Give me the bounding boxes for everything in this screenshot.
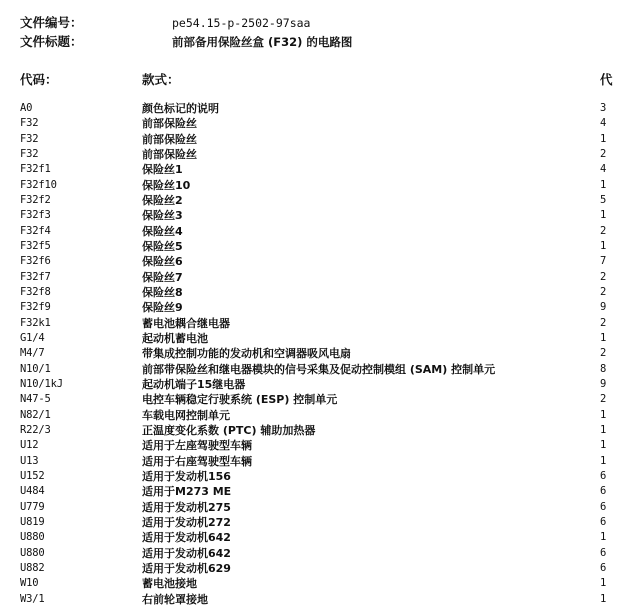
component-third-column: 2 (600, 285, 607, 298)
table-row (20, 208, 620, 223)
component-code: U13 (20, 454, 39, 467)
component-code: N10/1kJ (20, 377, 63, 390)
component-code: U484 (20, 485, 45, 498)
component-third-column: 1 (600, 439, 607, 452)
component-description: 适用于发动机642 (142, 546, 231, 560)
component-description: 前部保险丝 (142, 147, 197, 161)
component-description: 保险丝9 (142, 301, 183, 315)
header-third: 代 (600, 72, 613, 87)
component-code: F32f8 (20, 285, 51, 298)
component-description: 保险丝4 (142, 224, 183, 238)
component-code: W3/1 (20, 592, 45, 605)
component-description: 起动机端子15继电器 (142, 377, 246, 391)
table-row (20, 101, 620, 116)
table-row (20, 530, 620, 545)
component-third-column: 1 (600, 454, 607, 467)
header-model: 款式： (142, 72, 180, 87)
component-code: F32 (20, 147, 39, 160)
component-description: 颜色标记的说明 (142, 102, 219, 115)
component-third-column: 1 (600, 331, 607, 344)
component-description: 保险丝5 (142, 239, 183, 253)
component-description: 电控车辆稳定行驶系统 (ESP) 控制单元 (142, 393, 338, 407)
table-row (20, 362, 620, 377)
component-code: F32f9 (20, 301, 51, 314)
table-row (20, 392, 620, 407)
component-third-column: 9 (600, 301, 607, 314)
table-row (20, 546, 620, 561)
component-code: A0 (20, 102, 33, 114)
component-third-column: 6 (600, 546, 607, 559)
component-description: 车载电网控制单元 (142, 408, 230, 422)
table-row (20, 270, 620, 285)
table-row (20, 316, 620, 331)
component-third-column: 1 (600, 592, 607, 605)
component-third-column: 1 (600, 209, 607, 222)
component-description: 起动机蓄电池 (142, 331, 208, 345)
component-description: 适用于发动机642 (142, 531, 231, 545)
component-code: F32f10 (20, 178, 57, 191)
component-third-column: 1 (600, 531, 607, 544)
component-description: 保险丝3 (142, 209, 183, 223)
table-row (20, 484, 620, 499)
component-third-column: 4 (600, 117, 607, 130)
table-row (20, 592, 620, 607)
component-third-column: 1 (600, 408, 607, 421)
component-description: 蓄电池耦合继电器 (142, 316, 230, 330)
component-code: U880 (20, 546, 45, 559)
component-code: F32 (20, 117, 39, 130)
header-code: 代码： (20, 72, 58, 87)
component-code: F32k1 (20, 316, 51, 329)
table-row (20, 469, 620, 484)
component-third-column: 1 (600, 178, 607, 191)
component-description: 适用于发动机629 (142, 561, 231, 575)
document-number-label: 文件编号： (20, 15, 83, 30)
component-code: F32f6 (20, 255, 51, 268)
component-third-column: 5 (600, 193, 607, 206)
table-row (20, 500, 620, 515)
component-code: F32f1 (20, 163, 51, 176)
table-row (20, 454, 620, 469)
component-description: 保险丝10 (142, 178, 191, 192)
document-title-value: 前部备用保险丝盒 (F32) 的电路图 (172, 35, 353, 49)
component-description: 带集成控制功能的发动机和空调器吸风电扇 (142, 347, 351, 361)
component-third-column: 2 (600, 270, 607, 283)
component-third-column: 6 (600, 515, 607, 528)
table-row (20, 576, 620, 591)
table-row (20, 116, 620, 131)
table-row (20, 300, 620, 315)
component-code: U12 (20, 439, 39, 452)
component-description: 适用于发动机156 (142, 469, 231, 483)
component-code: G1/4 (20, 331, 45, 344)
component-code: F32f2 (20, 193, 51, 206)
component-description: 蓄电池接地 (142, 577, 197, 591)
component-third-column: 2 (600, 347, 607, 360)
component-description: 右前轮罩接地 (142, 592, 208, 606)
component-code: U882 (20, 561, 45, 574)
component-description: 适用于右座驾驶型车辆 (142, 454, 252, 468)
component-code: F32 (20, 132, 39, 145)
component-third-column: 8 (600, 362, 607, 375)
component-code: U152 (20, 469, 45, 482)
component-description: 适用于M273 ME (142, 485, 232, 499)
component-description: 正温度变化系数 (PTC) 辅助加热器 (142, 423, 316, 437)
component-code: U779 (20, 500, 45, 513)
component-description: 保险丝7 (142, 270, 183, 284)
component-third-column: 2 (600, 224, 607, 237)
table-row (20, 224, 620, 239)
component-code: F32f7 (20, 270, 51, 283)
component-third-column: 2 (600, 147, 607, 160)
table-row (20, 438, 620, 453)
component-third-column: 4 (600, 163, 607, 176)
table-row (20, 193, 620, 208)
table-row (20, 285, 620, 300)
component-table (20, 101, 620, 607)
component-description: 保险丝8 (142, 285, 183, 299)
component-description: 前部保险丝 (142, 117, 197, 131)
table-row (20, 423, 620, 438)
component-code: W10 (20, 577, 39, 590)
table-row (20, 162, 620, 177)
component-third-column: 1 (600, 423, 607, 436)
component-third-column: 9 (600, 377, 607, 390)
component-third-column: 7 (600, 255, 607, 268)
component-code: F32f4 (20, 224, 51, 237)
component-code: U880 (20, 531, 45, 544)
component-third-column: 6 (600, 485, 607, 498)
document-title-label: 文件标题： (20, 34, 83, 49)
table-row (20, 132, 620, 147)
component-code: U819 (20, 515, 45, 528)
component-third-column: 6 (600, 561, 607, 574)
component-description: 前部保险丝 (142, 132, 197, 146)
component-code: F32f3 (20, 209, 51, 222)
table-row (20, 561, 620, 576)
component-third-column: 6 (600, 500, 607, 513)
component-code: N82/1 (20, 408, 51, 421)
table-row (20, 408, 620, 423)
component-third-column: 1 (600, 132, 607, 145)
document-number-value: pe54.15-p-2502-97saa (172, 16, 311, 30)
component-code: N10/1 (20, 362, 51, 375)
component-description: 保险丝1 (142, 163, 183, 177)
component-third-column: 3 (600, 102, 607, 114)
table-row (20, 147, 620, 162)
component-code: N47-5 (20, 393, 51, 406)
table-row (20, 346, 620, 361)
component-code: M4/7 (20, 347, 45, 360)
component-third-column: 2 (600, 316, 607, 329)
component-third-column: 1 (600, 577, 607, 590)
component-third-column: 1 (600, 239, 607, 252)
component-description: 保险丝6 (142, 255, 183, 269)
table-row (20, 515, 620, 530)
component-third-column: 6 (600, 469, 607, 482)
table-row (20, 331, 620, 346)
table-row (20, 239, 620, 254)
component-third-column: 2 (600, 393, 607, 406)
table-header (20, 71, 620, 89)
component-description: 适用于左座驾驶型车辆 (142, 439, 252, 453)
table-row (20, 377, 620, 392)
table-row (20, 178, 620, 193)
component-description: 适用于发动机272 (142, 515, 231, 529)
component-description: 适用于发动机275 (142, 500, 231, 514)
table-row (20, 254, 620, 269)
component-code: R22/3 (20, 423, 51, 436)
component-description: 保险丝2 (142, 193, 183, 207)
component-code: F32f5 (20, 239, 51, 252)
component-description: 前部带保险丝和继电器模块的信号采集及促动控制模组 (SAM) 控制单元 (142, 362, 496, 376)
